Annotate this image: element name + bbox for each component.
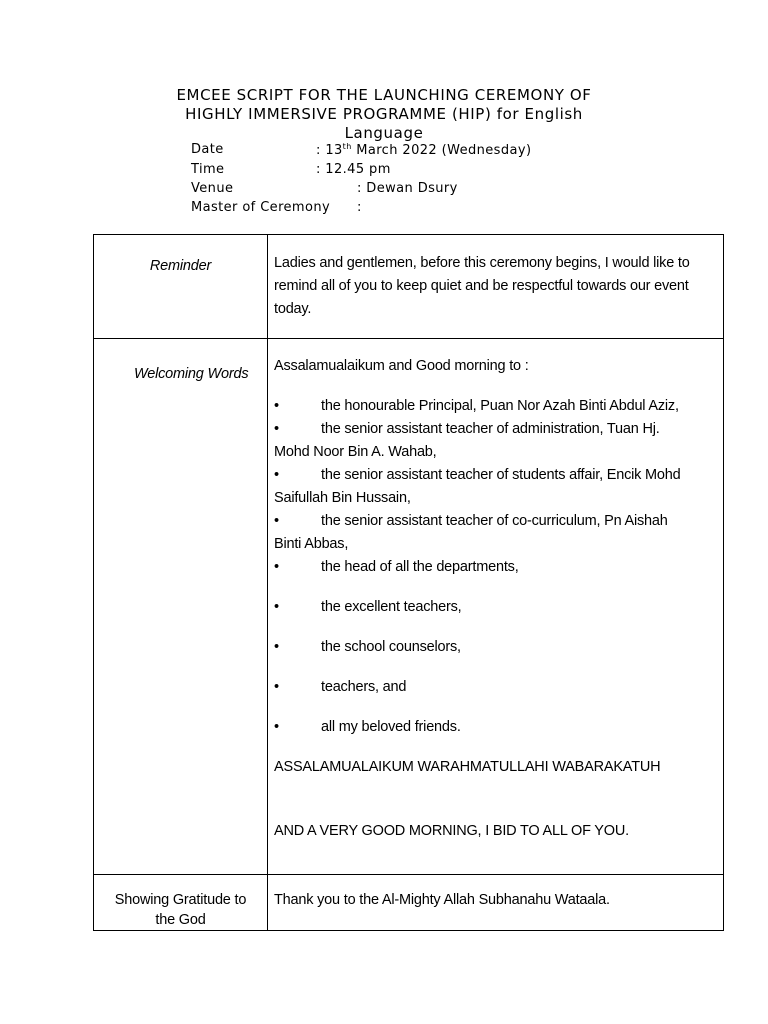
venue-label: Venue [191,181,234,196]
welcoming-label-cell [94,339,268,875]
guest-item-text: the school counselors, [321,639,461,655]
reminder-row [94,235,724,339]
gratitude-content-cell [268,875,724,931]
closing-greeting: AND A VERY GOOD MORNING, I BID TO ALL OF YOU. [274,823,629,839]
script-table [93,234,724,931]
guest-item-text: the senior assistant teacher of administration, Tuan Hj. [321,421,660,437]
guest-item-text: the senior assistant teacher of students affair, Encik Mohd [321,467,681,483]
bullet-icon: • [274,639,279,655]
guest-item-continuation: Binti Abbas, [274,536,349,552]
date-colon: : [316,143,321,158]
guest-item-text: the honourable Principal, Puan Nor Azah Binti Abdul Aziz, [321,398,679,414]
gratitude-label-line-2: the God [155,912,206,928]
reminder-content-cell [268,235,724,339]
guest-item [274,418,717,441]
moc-row [191,200,362,215]
guest-item-text: the head of all the departments, [321,559,519,575]
title-line-3: Language [344,124,424,142]
guest-item [274,556,717,579]
bullet-icon: • [274,599,279,615]
date-label: Date [191,142,224,157]
guest-item [274,596,717,619]
welcoming-content-cell [268,339,724,875]
time-label: Time [191,162,225,177]
guest-item [274,636,717,659]
date-rest: March 2022 (Wednesday) [356,143,532,158]
date-day: 13 [325,143,343,158]
venue-row [191,181,458,196]
gratitude-label-line-1: Showing Gratitude to [114,892,247,908]
bullet-icon: • [274,513,279,529]
date-row [191,142,532,158]
guest-item [274,395,717,418]
guest-item-continuation: Mohd Noor Bin A. Wahab, [274,444,437,460]
time-value: : 12.45 pm [316,162,391,177]
guest-item [274,716,717,739]
welcoming-label: Welcoming Words [134,366,249,382]
date-value [316,142,531,158]
reminder-label: Reminder [149,258,212,274]
gratitude-label-cell [94,875,268,931]
bullet-icon: • [274,679,279,695]
gratitude-text: Thank you to the Al-Mighty Allah Subhanahu Wataala. [274,892,610,908]
guest-item [274,510,717,533]
gratitude-row [94,875,724,931]
guest-item-text: the senior assistant teacher of co-curriculum, Pn Aishah [321,513,668,529]
guest-item-text: the excellent teachers, [321,599,462,615]
bullet-icon: • [274,421,279,437]
reminder-label-cell [94,235,268,339]
guest-item-text: all my beloved friends. [321,719,461,735]
moc-value: : [357,200,362,215]
guest-item-continuation: Saifullah Bin Hussain, [274,490,411,506]
closing-salam: ASSALAMUALAIKUM WARAHMATULLAHI WABARAKATUH [274,759,661,775]
bullet-icon: • [274,467,279,483]
greeting-text: Assalamualaikum and Good morning to : [274,358,529,374]
reminder-text: Ladies and gentlemen, before this ceremony begins, I would like to remind all of you to keep quiet and be respectful towards our event today. [274,255,690,317]
guest-item [274,676,717,699]
title-line-2: HIGHLY IMMERSIVE PROGRAMME (HIP) for English [185,105,583,123]
welcoming-row [94,339,724,875]
bullet-icon: • [274,559,279,575]
guest-item-text: teachers, and [321,679,407,695]
bullet-icon: • [274,719,279,735]
bullet-icon: • [274,398,279,414]
title-line-1: EMCEE SCRIPT FOR THE LAUNCHING CEREMONY OF [176,86,592,104]
time-row [191,162,391,177]
guest-item [274,464,717,487]
moc-label: Master of Ceremony [191,200,331,215]
date-suffix: th [342,142,352,151]
venue-value: : Dewan Dsury [357,181,458,196]
document-title [0,86,768,143]
